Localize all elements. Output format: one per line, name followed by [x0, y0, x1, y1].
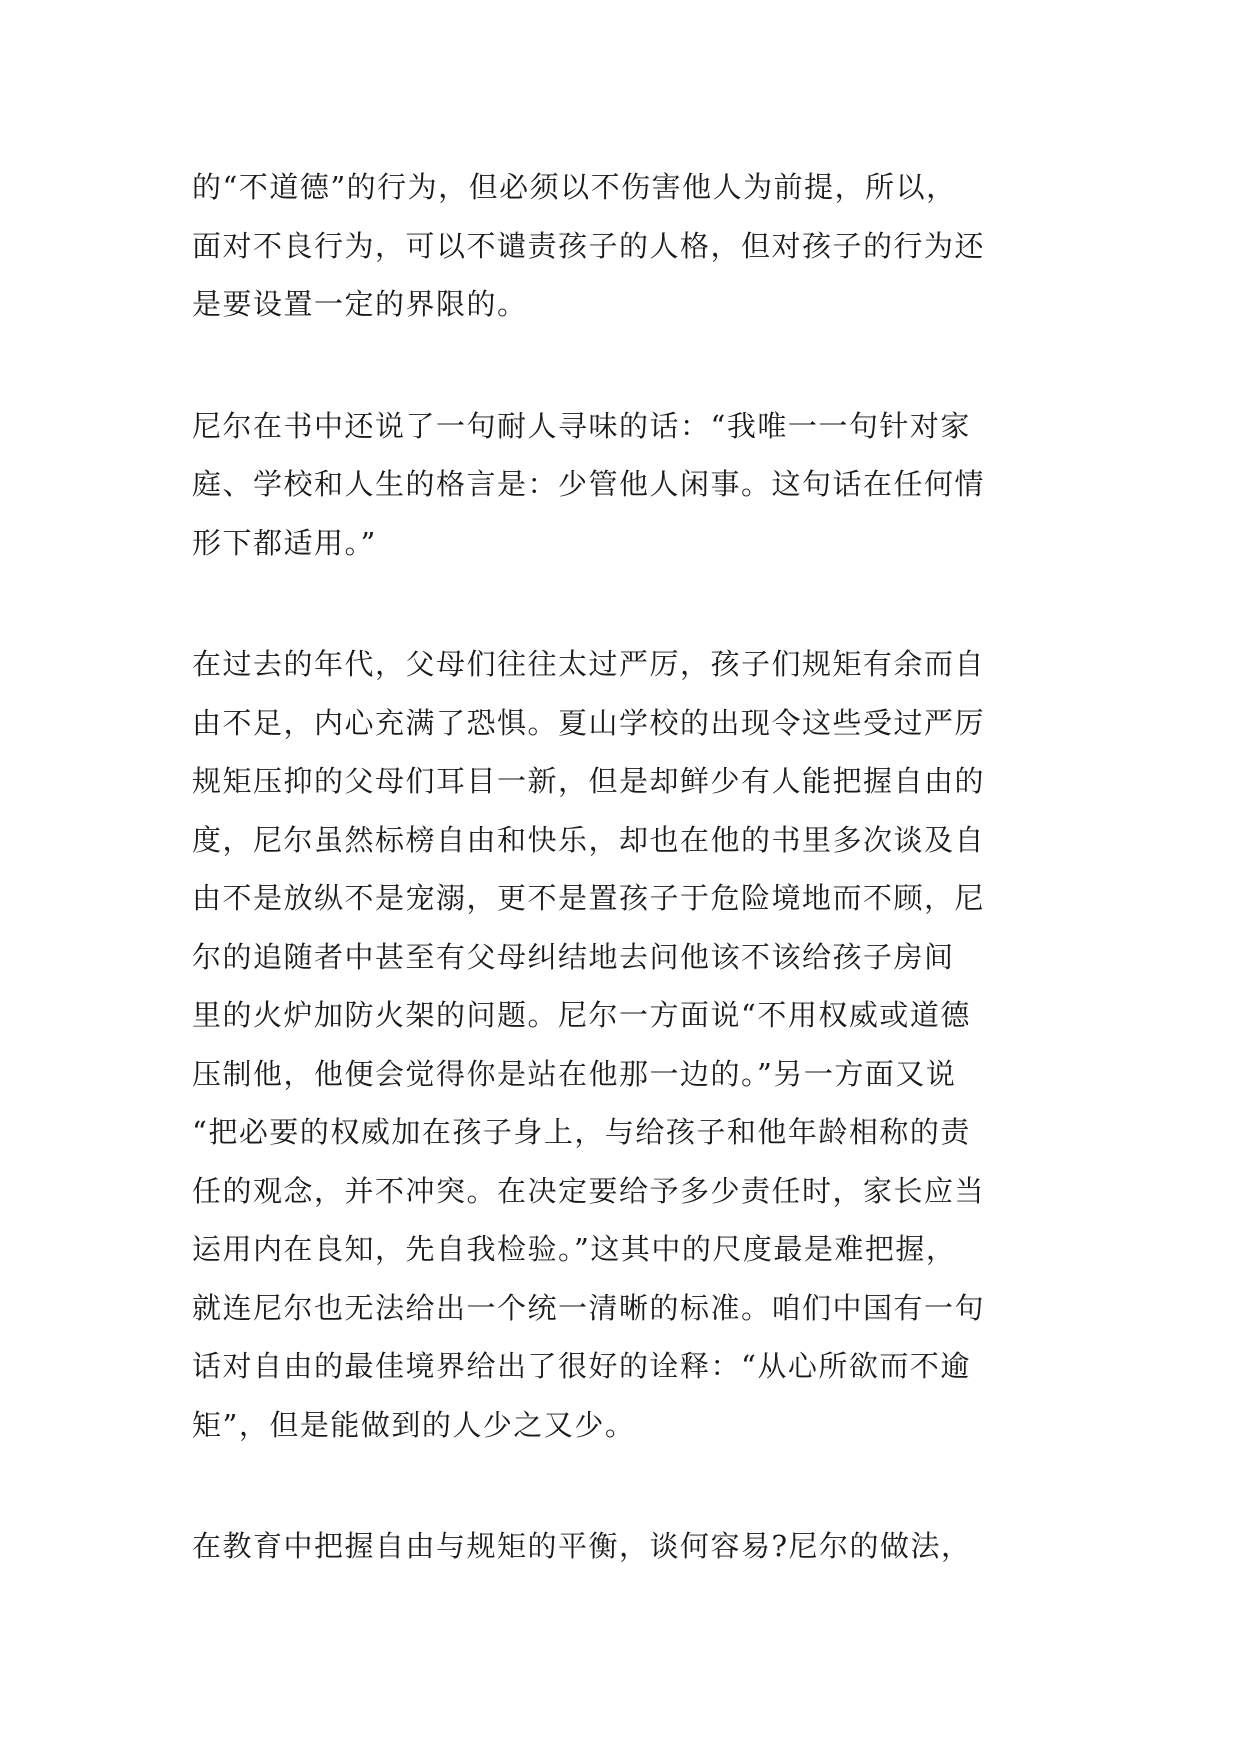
text-line: 度，尼尔虽然标榜自由和快乐，却也在他的书里多次谈及自 [192, 822, 986, 857]
text-line: 里的火炉加防火架的问题。尼尔一方面说“不用权威或道德 [192, 998, 971, 1032]
text-line: 规矩压抑的父母们耳目一新，但是却鲜少有人能把握自由的 [192, 764, 986, 798]
body-text [192, 158, 1072, 1639]
paragraph-4 [192, 1517, 1072, 1576]
text-line: 面对不良行为，可以不谴责孩子的人格，但对孩子的行为还 [192, 228, 986, 263]
text-line: 任的观念，并不冲突。在决定要给予多少责任时，家长应当 [192, 1173, 986, 1208]
paragraph-3 [192, 635, 1072, 1454]
paragraph-2 [192, 397, 1072, 573]
text-line: 在教育中把握自由与规矩的平衡，谈何容易?尼尔的做法， [192, 1529, 972, 1563]
text-line: “把必要的权威加在孩子身上，与给孩子和他年龄相称的责 [192, 1115, 971, 1149]
text-line: 庭、学校和人生的格言是：少管他人闲事。这句话在任何情 [192, 467, 986, 501]
text-line: 在过去的年代，父母们往往太过严厉，孩子们规矩有余而自 [192, 647, 986, 681]
text-line: 形下都适用。” [192, 525, 377, 560]
text-line: 由不足，内心充满了恐惧。夏山学校的出现令这些受过严厉 [192, 705, 986, 740]
text-line: 压制他，他便会觉得你是站在他那一边的。”另一方面又说 [192, 1056, 957, 1091]
text-line: 尔的追随者中甚至有父母纠结地去问他该不该给孩子房间 [192, 939, 955, 974]
text-line: 是要设置一定的界限的。 [192, 287, 528, 321]
text-line: 话对自由的最佳境界给出了很好的诠释：“从心所欲而不逾 [192, 1349, 971, 1383]
text-line: 由不是放纵不是宠溺，更不是置孩子于危险境地而不顾，尼 [192, 881, 986, 915]
text-line: 就连尼尔也无法给出一个统一清晰的标准。咱们中国有一句 [192, 1290, 986, 1325]
text-line: 的“不道德”的行为，但必须以不伤害他人为前提，所以， [192, 170, 957, 204]
text-line: 尼尔在书中还说了一句耐人寻味的话：“我唯一一句针对家 [192, 408, 971, 443]
paragraph-1 [192, 158, 1072, 334]
text-line: 矩”，但是能做到的人少之又少。 [192, 1407, 636, 1442]
text-line: 运用内在良知，先自我检验。”这其中的尺度最是难把握， [192, 1232, 957, 1266]
